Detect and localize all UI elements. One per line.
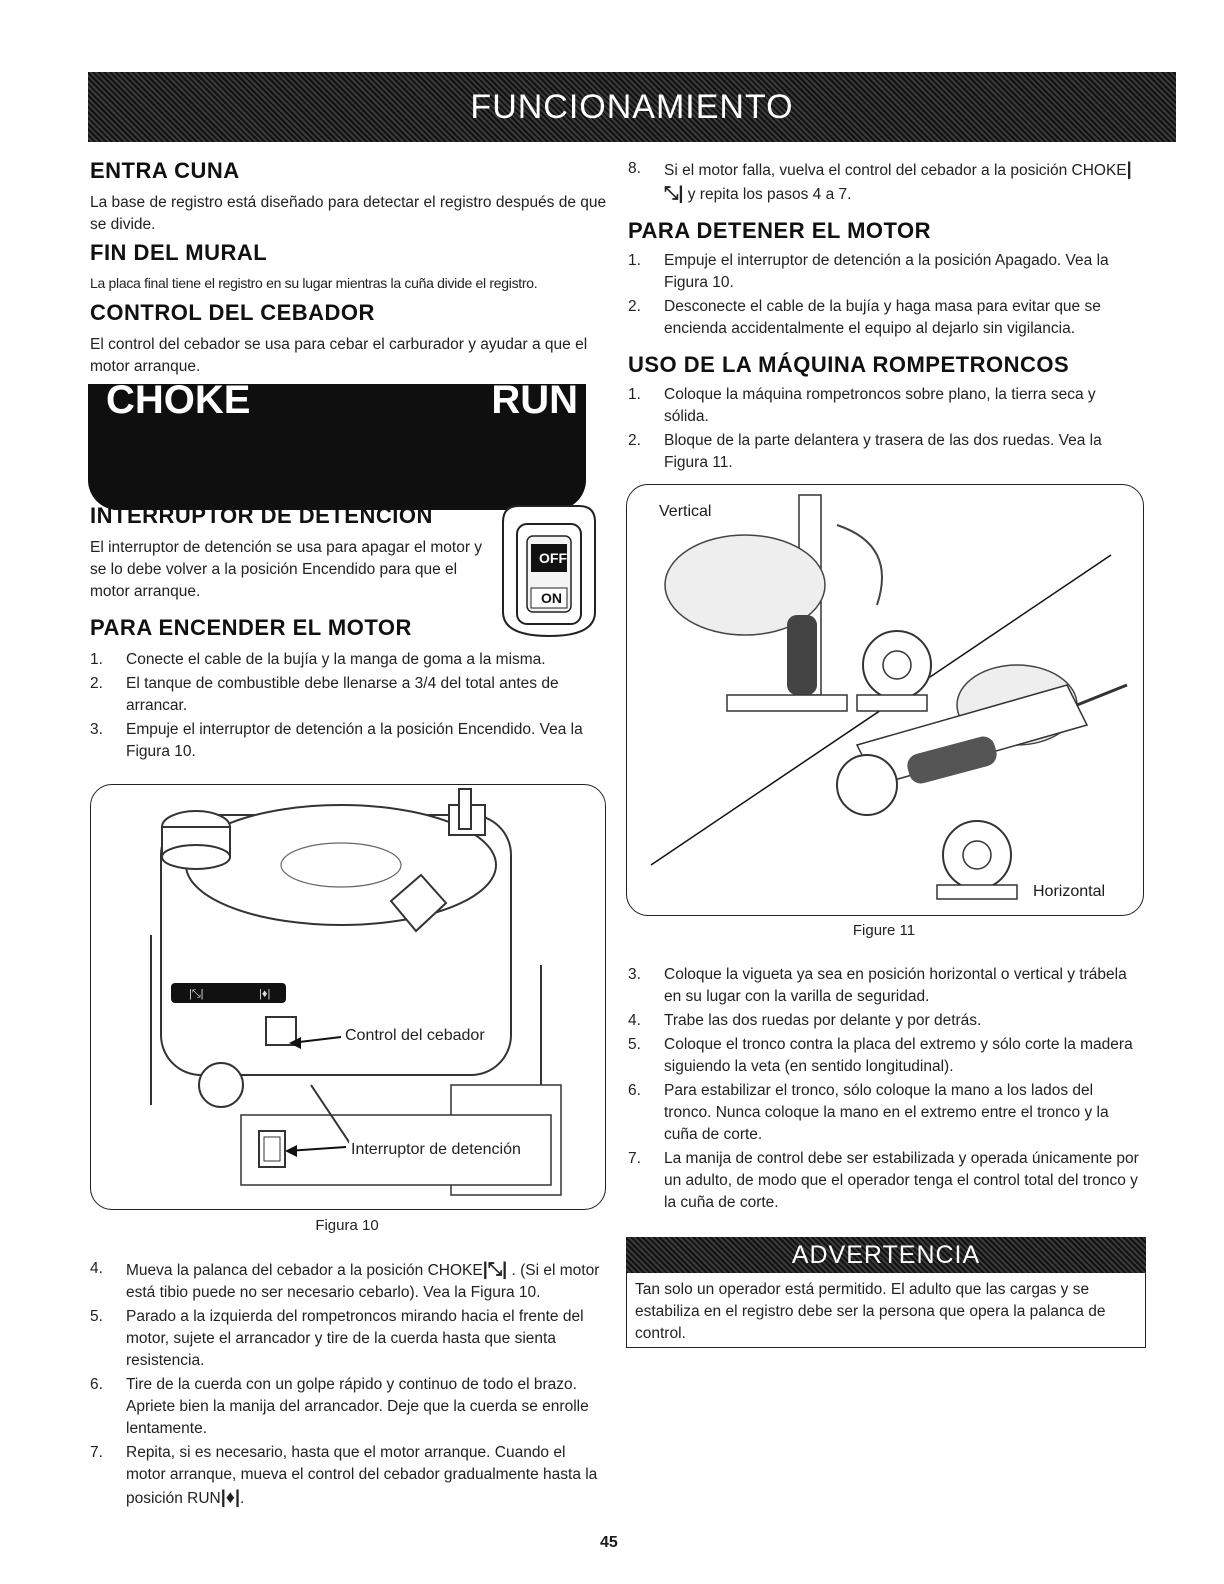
run-symbol-icon: |♦|	[220, 1487, 241, 1507]
encender-steps	[90, 649, 605, 763]
warning-box	[626, 1273, 1146, 1348]
uso-heading: USO DE LA MÁQUINA ROMPETRONCOS	[628, 352, 1070, 377]
label-interruptor: Interruptor de detención	[351, 1141, 521, 1158]
list-item: 8. Si el motor falla, vuelva el control del cebador a la posición CHOKE|⤡| y repita los pasos 4 a 7.	[628, 159, 1132, 203]
label-control-cebador: Control del cebador	[345, 1027, 485, 1044]
switch-off-label: OFF	[539, 550, 567, 566]
interruptor-heading: INTERRUPTOR DE DETENCIÓN	[90, 503, 433, 528]
entra-cuna-section	[90, 158, 610, 236]
list-item: 7. Repita, si es necesario, hasta que el motor arranque. Cuando el motor arranque, mueva el control del cebador gradualmente hasta la posición RUN|♦|.	[90, 1444, 598, 1507]
list-item: 6. Tire de la cuerda con un golpe rápido y continuo de todo el brazo. Apriete bien la manija del arrancador. Deje que la cuerda se enrolle lentamente.	[90, 1376, 589, 1437]
list-item: 7. La manija de control debe ser estabilizada y operada únicamente por un adulto, de modo que el operador tenga el control total del tronco y la cuña de corte.	[628, 1150, 1139, 1211]
control-cebador-heading: CONTROL DEL CEBADOR	[90, 300, 375, 325]
entra-cuna-heading: ENTRA CUNA	[90, 158, 240, 183]
switch-on-label: ON	[541, 590, 562, 606]
choke-symbol-icon: |⤡|	[189, 988, 204, 1000]
list-item: 5. Parado a la izquierda del rompetroncos mirando hacia el frente del motor, sujete el arrancador y tire de la cuerda hasta que sienta resistencia.	[90, 1308, 584, 1369]
uso-steps-continued	[628, 964, 1143, 1216]
list-item: 4. Trabe las dos ruedas por delante y por detrás.	[628, 1012, 982, 1029]
list-item: 1. Coloque la máquina rompetroncos sobre plano, la tierra seca y sólida.	[628, 386, 1096, 425]
section-banner	[88, 72, 1176, 142]
encender-section	[90, 615, 605, 765]
list-item: 5. Coloque el tronco contra la placa del extremo y sólo corte la madera siguiendo la veta (en sentido longitudinal).	[628, 1036, 1133, 1075]
label-vertical: Vertical	[659, 503, 712, 520]
list-item: 3. Coloque la vigueta ya sea en posición horizontal o vertical y trábela en su lugar con la varilla de seguridad.	[628, 966, 1127, 1005]
list-item: 6. Para estabilizar el tronco, sólo coloque la mano a los lados del tronco. Nunca coloque la mano en el extremo entre el tronco y la cuña de corte.	[628, 1082, 1109, 1143]
interruptor-section	[90, 503, 500, 603]
uso-section	[628, 352, 1143, 476]
list-item: 1. Empuje el interruptor de detención a la posición Apagado. Vea la Figura 10.	[628, 252, 1109, 291]
warning-text: Tan solo un operador está permitido. El adulto que las cargas y se estabiliza en el registro debe ser la persona que opera la palanca de control.	[635, 1281, 1106, 1342]
figure-11-caption: Figure 11	[852, 922, 916, 939]
list-item: 2. Desconecte el cable de la bujía y haga masa para evitar que se encienda accidentalmente el equipo al dejarlo sin vigilancia.	[628, 298, 1101, 337]
warning-header	[626, 1237, 1146, 1273]
step-8	[628, 158, 1143, 208]
choke-symbol-icon: |⤡|	[664, 159, 1132, 203]
detener-heading: PARA DETENER EL MOTOR	[628, 218, 932, 243]
control-cebador-text: El control del cebador se usa para cebar el carburador y ayudar a que el motor arranque.	[90, 336, 588, 375]
run-label: RUN	[491, 378, 578, 422]
fin-mural-heading: FIN DEL MURAL	[90, 240, 268, 265]
run-symbol-icon: |♦|	[259, 988, 271, 1000]
list-item: 3. Empuje el interruptor de detención a la posición Encendido. Vea la Figura 10.	[90, 721, 583, 760]
page-number: 45	[600, 1534, 618, 1551]
detener-section	[628, 218, 1143, 342]
list-item: 4. Mueva la palanca del cebador a la posición CHOKE|⤡| . (Si el motor está tibio puede no ser necesario cebarlo). Vea la Figura 10.	[90, 1259, 600, 1301]
fin-mural-section	[90, 240, 610, 294]
control-cebador-section	[90, 300, 605, 378]
fin-mural-text: La placa final tiene el registro en su lugar mientras la cuña divide el registro.	[90, 275, 538, 291]
list-item: 1. Conecte el cable de la bujía y la manga de goma a la misma.	[90, 651, 546, 668]
figure-10-frame	[90, 784, 606, 1210]
warning-title: ADVERTENCIA	[791, 1240, 981, 1269]
list-item: 2. Bloque de la parte delantera y trasera de las dos ruedas. Vea la Figura 11.	[628, 432, 1102, 471]
encender-heading: PARA ENCENDER EL MOTOR	[90, 615, 412, 640]
list-item: 2. El tanque de combustible debe llenarse a 3/4 del total antes de arrancar.	[90, 675, 559, 714]
entra-cuna-text: La base de registro está diseñado para detectar el registro después de que se divide.	[90, 194, 607, 233]
engine-illustration	[91, 785, 605, 1209]
encender-steps-continued	[90, 1258, 605, 1512]
log-splitter-illustration	[627, 485, 1143, 915]
page-title: FUNCIONAMIENTO	[470, 87, 794, 126]
choke-symbol-icon: |⤡|	[482, 1259, 508, 1279]
choke-label: CHOKE	[106, 378, 251, 422]
figure-10-caption: Figura 10	[315, 1217, 379, 1234]
choke-run-panel	[88, 378, 586, 510]
figure-11-frame	[626, 484, 1144, 916]
label-horizontal: Horizontal	[1033, 883, 1106, 900]
interruptor-text: El interruptor de detención se usa para apagar el motor y se lo debe volver a la posición Encendido para que el motor arranque.	[90, 539, 483, 600]
